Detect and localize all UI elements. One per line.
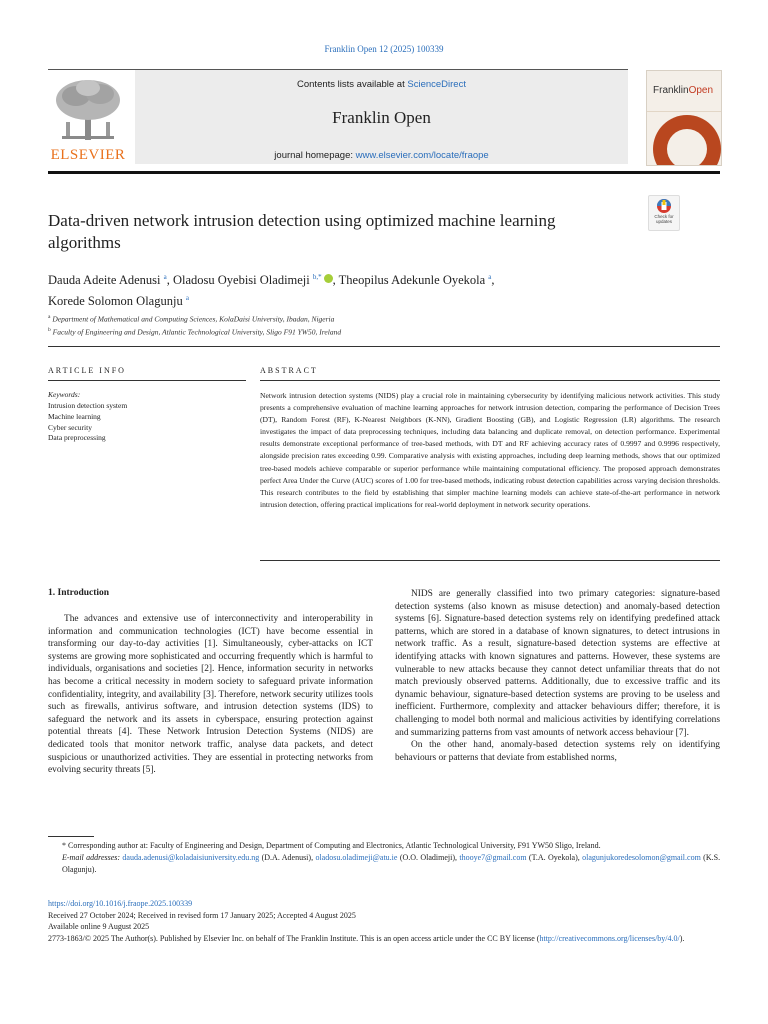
affiliation-marker[interactable]: a [163,273,167,281]
email-link[interactable]: thooye7@gmail.com [459,853,527,863]
body-paragraph: The advances and extensive use of interconnectivity and interoperability in information and communication technologies (ICT) have become essential in transforming our day-to-day activities [1]. Simultaneously, cyber-attacks on ICT systems are growing more sophisticated and occurring frequently which is harmful to individuals, organisations and societies [2]. Hence, information security in networks has become a critical necessity in modern society to safeguard private information confidentiality, integrity, and availability [3]. Therefore, network security utilizes tools such as firewalls, antivirus software, and intrusion detection systems (IDS) to safeguard the network and its assets in cyberspace, ensuring protection against potential threats [4]. These Network Intrusion Detection Systems (NIDS) are dedicated tools that monitor network traffic, analyse data packets, and detect suspicious or unauthorized activities. They are essential in protecting networks from evolving security threats [5]. [48,614,373,776]
footnotes [48,840,720,877]
article-title: Data-driven network intrusion detection using optimized machine learning algorithms [48,211,556,252]
keywords-label: Keywords: [48,390,81,399]
abstract-heading-rule [260,380,720,381]
keyword-item: Data preprocessing [48,433,106,443]
journal-masthead [48,70,720,166]
affiliation-marker[interactable]: b,* [312,273,322,281]
email-label: E-mail addresses: [62,853,121,863]
author-list: Dauda Adeite Adenusi $^a$, Oladosu Oyebisi Oladimeji $^{b,*}$ , Theopilus Adekunle Oyekola $^a$, Korede Solomon Olagunju $^a$ [48,273,495,309]
keyword-item: Machine learning [48,411,101,421]
received-dates: Received 27 October 2024; Received in revised form 17 January 2025; Accepted 4 August 2025 [48,910,356,920]
body-left-column [48,588,373,777]
cover-title-b: Open [688,85,714,96]
available-online: Available online 9 August 2025 [48,922,150,931]
email-owner: (O.O. Oladimeji), [399,853,458,863]
affiliation-mark: b [48,326,51,333]
homepage-prefix: journal homepage: [274,150,356,161]
sciencedirect-link[interactable]: ScienceDirect [407,79,466,90]
author-name[interactable]: Korede Solomon Olagunju [48,294,183,309]
article-metadata [48,898,720,944]
license-statement [48,933,720,945]
journal-name: Franklin Open [332,108,431,127]
author-name[interactable]: Theopilus Adekunle Oyekola [338,273,486,288]
crossmark-label: Check for updates [654,214,674,224]
publisher-wordmark: ELSEVIER [50,147,126,163]
license-suffix: ). [679,933,685,943]
email-owner: (D.A. Adenusi), [261,853,314,863]
email-owner: (T.A. Oyekola), [528,853,580,863]
orcid-icon[interactable] [324,274,333,283]
info-top-rule [48,346,720,347]
affiliation-marker[interactable]: a [488,273,492,281]
crossmark-icon [649,197,679,215]
footnote-rule [48,836,94,837]
affiliation-text: Department of Mathematical and Computing Sciences, KolaDaisi University, Ibadan, Nigeria [52,314,335,324]
author-name[interactable]: Dauda Adeite Adenusi [48,273,161,288]
journal-cover-thumbnail[interactable] [646,70,722,166]
email-link[interactable]: dauda.adenusi@koladaisiuniversity.edu.ng [122,853,260,863]
affiliation-mark: a [48,314,51,320]
article-info-heading: ARTICLE INFO [48,366,126,375]
elsevier-logo [48,70,128,164]
masthead-rule [48,171,720,174]
corresponding-author-note: * Corresponding author at: Faculty of Engineering and Design, Department of Computing and Electronics, Atlantic Technological University, F91 YW50 Sligo, Ireland. [62,841,601,850]
abstract-text: Network intrusion detection systems (NIDS) play a crucial role in maintaining cybersecurity by identifying malicious network activities. This study presents a comprehensive evaluation of machine learning approaches for network intrusion detection, comparing the performance of Decision Trees (DT), Random Forest (RF), K-Nearest Neighbors (K-NN), Gradient Boosting (GB), and Logistic Regression (LR) algorithms. The research investigates the impact of data preprocessing techniques, including data balancing and duplicate removal, on detection performance. Experimental results demonstrate exceptional performance of tree-based methods, with DT and RF achieving accuracy rates of 0.9997 and 0.9996 respectively, alongside precision rates exceeding 0.99. Comparative analysis with existing approaches, including deep learning methods, shows that our optimized tree-based models achieve comparable or superior performance while maintaining computational efficiency. The proposed approach demonstrates perfect Area Under the Curve (AUC) scores of 1.00 for tree-based methods, indicating robust detection capabilities across varying decision thresholds. This research contributes to the field by establishing that simpler machine learning models can achieve state-of-the-art performance in network intrusion detection, offering practical implications for real-world deployment in network security operations. [260,391,720,509]
body-paragraph: On the other hand, anomaly-based detection systems rely on identifying behaviours or patterns that deviate from established norms, [395,740,720,763]
affiliation-item [48,325,648,338]
contents-prefix: Contents lists available at [297,79,408,90]
abstract-bottom-rule [260,560,720,561]
affiliation-text: Faculty of Engineering and Design, Atlantic Technological University, Sligo F91 YW50, Ireland [52,327,342,336]
email-link[interactable]: oladosu.oladimeji@atu.ie [315,853,398,863]
cover-top-text [653,76,654,80]
license-prefix: 2773-1863/© 2025 The Author(s). Published by Elsevier Inc. on behalf of The Franklin Institute. This is an open access article under the CC BY license ( [48,933,540,943]
keyword-item: Cyber security [48,422,92,432]
author-name[interactable]: Oladosu Oyebisi Oladimeji [172,273,310,288]
contents-line [135,79,628,90]
license-link[interactable]: http://creativecommons.org/licenses/by/4.0/ [539,933,680,943]
journal-homepage-link[interactable]: www.elsevier.com/locate/fraope [355,150,489,161]
elsevier-tree-icon [52,76,124,142]
cover-title [653,85,713,96]
email-owner: (K.S. Olagunju). [62,853,721,875]
cover-title-a: Franklin [653,85,689,96]
email-addresses [48,852,720,876]
keyword-list [48,401,127,444]
affiliation-marker[interactable]: a [185,294,189,303]
affiliations [48,312,648,337]
journal-info-box [135,70,628,164]
abstract-heading: ABSTRACT [260,366,318,375]
body-right-column [395,588,720,764]
homepage-line [135,150,628,161]
doi-link[interactable]: https://doi.org/10.1016/j.fraope.2025.100339 [48,899,193,908]
journal-reference-link[interactable]: Franklin Open 12 (2025) 100339 [324,44,444,54]
email-link[interactable]: olagunjukoredesolomon@gmail.com [582,853,701,863]
info-heading-rule [48,380,246,381]
section-heading-introduction: 1. Introduction [48,588,110,598]
body-paragraph: NIDS are generally classified into two primary categories: signature-based detection systems (also known as misuse detection) and anomaly-based detection systems [6]. Signature-based detection systems rely on identifying predefined attack patterns, which are stored in a database of known signatures, to detect intrusions in network traffic. As a result, signature-based detection systems are effective at identifying attacks with known signatures and patterns. However, these systems are vulnerable to new attacks because they cannot detect unfamiliar threats that do not match previously observed patterns. Additionally, due to excessive traffic and its dynamic behaviour, signature-based detection systems are proving to be useless and inefficient. Furthermore, complexity and attacker behaviours differ; therefore, it is challenging to model both normal and malicious activities by identifying correlations and summarizing patterns from vast amounts of network access behaviour [7]. [395,589,720,738]
check-for-updates-badge[interactable] [648,195,680,231]
keyword-item: Intrusion detection system [48,401,128,410]
affiliation-item [48,312,648,325]
